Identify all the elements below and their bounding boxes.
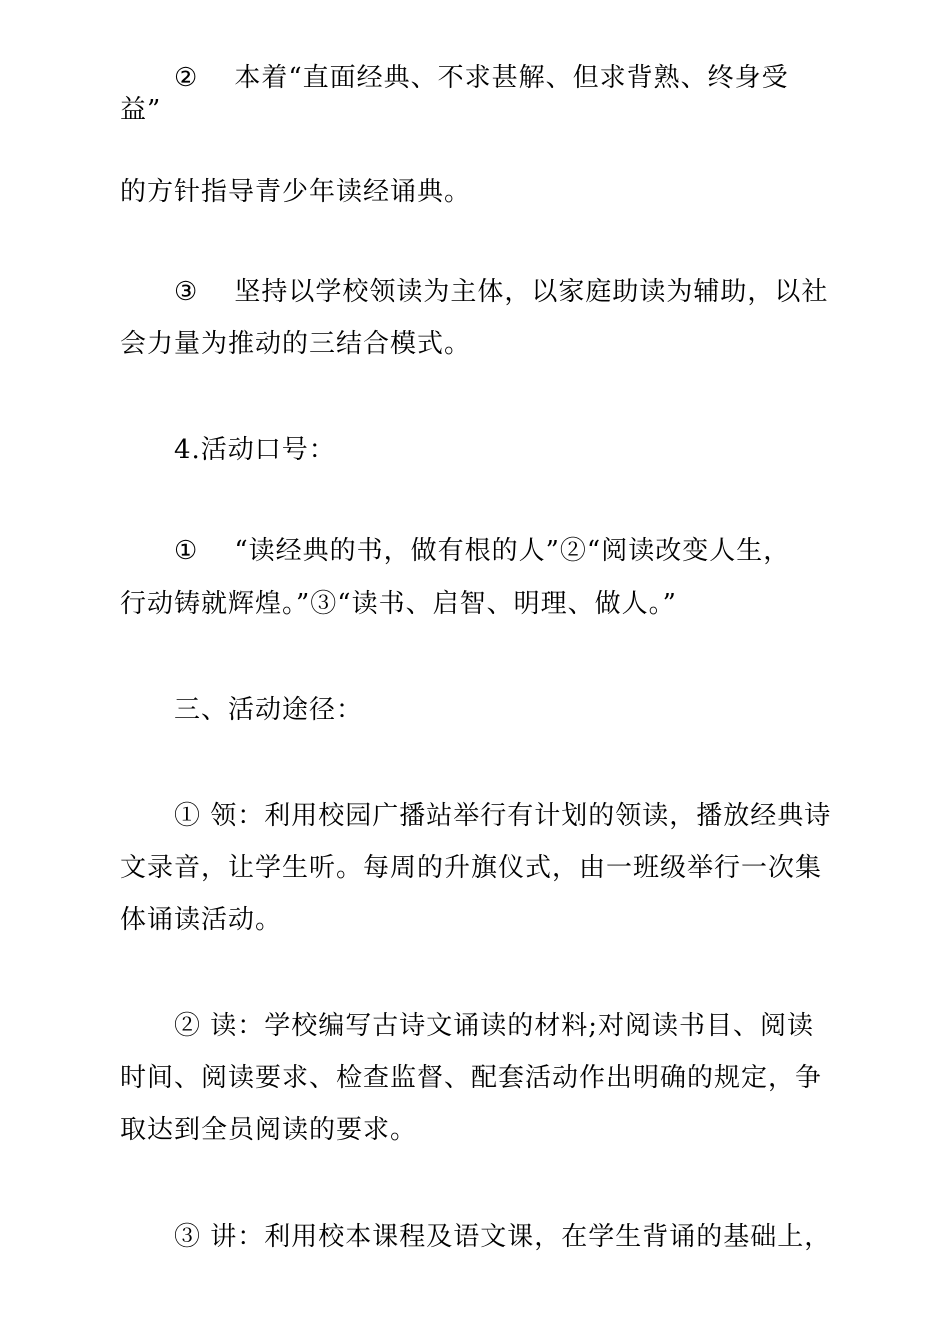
paragraph-line: 的方针指导青少年读经诵典。	[120, 177, 472, 207]
paragraph-line: 取达到全员阅读的要求。	[120, 1115, 418, 1145]
paragraph-line: ③ 讲：利用校本课程及语文课，在学生背诵的基础上，	[174, 1222, 832, 1252]
paragraph-text: “读经典的书，做有根的人”②“阅读改变人生，	[234, 536, 791, 566]
section-heading: 三、活动途径：	[174, 695, 364, 725]
list-marker: ②	[174, 63, 199, 93]
section-heading: 4.活动口号：	[174, 435, 336, 465]
paragraph-text: 坚持以学校领读为主体，以家庭助读为辅助，以社	[234, 277, 829, 307]
paragraph-line: 益”	[120, 95, 162, 125]
paragraph-line	[174, 62, 789, 94]
paragraph-line: 体诵读活动。	[120, 905, 283, 935]
paragraph-line: 文录音，让学生听。每周的升旗仪式，由一班级举行一次集	[120, 853, 823, 883]
paragraph-line: 时间、阅读要求、检查监督、配套活动作出明确的规定，争	[120, 1063, 823, 1093]
list-marker: ①	[174, 536, 199, 566]
paragraph-line: ② 读：学校编写古诗文诵读的材料;对阅读书目、阅读	[174, 1011, 815, 1041]
paragraph-line: ① 领：利用校园广播站举行有计划的领读，播放经典诗	[174, 801, 832, 831]
paragraph-line: 行动铸就辉煌。”③“读书、启智、明理、做人。”	[120, 589, 677, 619]
paragraph-text: 本着“直面经典、不求甚解、但求背熟、终身受	[234, 63, 789, 93]
paragraph-line	[174, 276, 828, 308]
paragraph-line: 会力量为推动的三结合模式。	[120, 329, 472, 359]
paragraph-line	[174, 535, 790, 567]
list-marker: ③	[174, 277, 199, 307]
